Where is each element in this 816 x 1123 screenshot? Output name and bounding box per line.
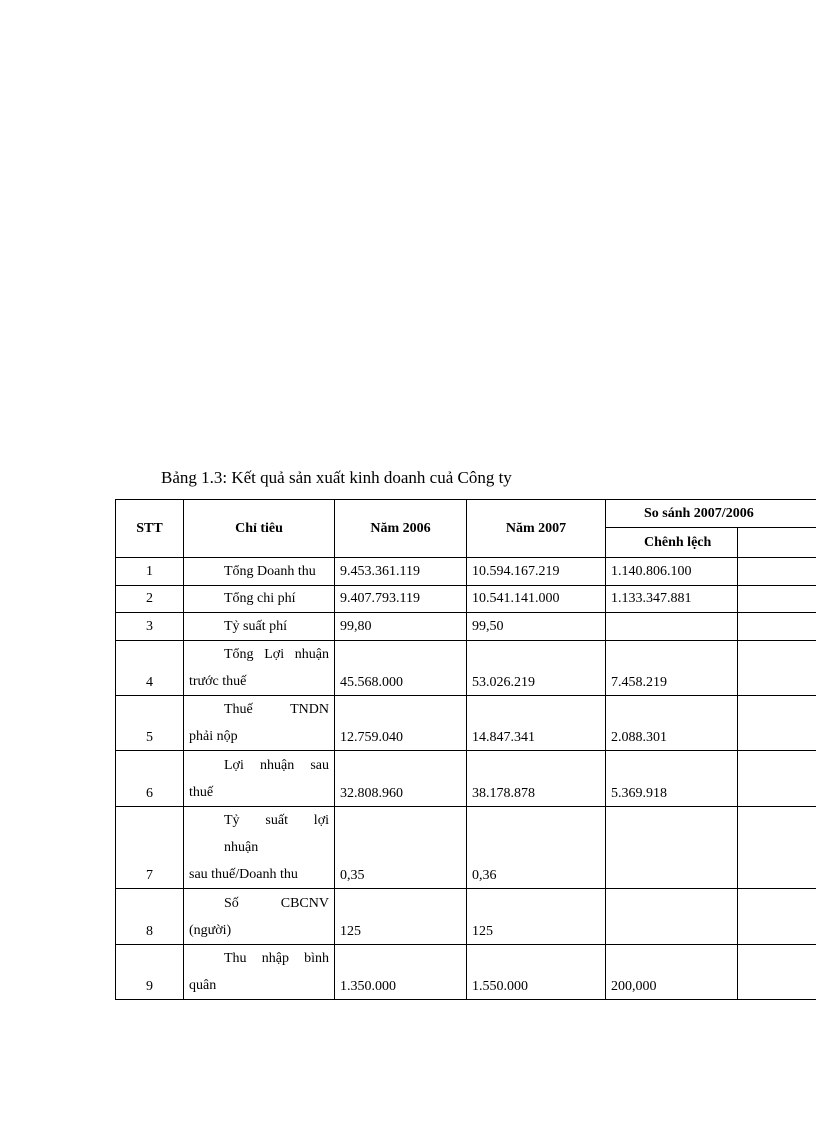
cell-ty-le <box>738 945 816 1000</box>
cell-nam-2007: 99,50 <box>467 613 606 641</box>
cell-ty-le <box>738 751 816 807</box>
cell-nam-2007: 53.026.219 <box>467 641 606 696</box>
cell-stt: 3 <box>116 613 184 641</box>
table-body <box>116 558 816 1000</box>
table-row <box>116 558 816 586</box>
cell-nam-2006: 125 <box>335 889 467 945</box>
chi-tieu-line: quân <box>189 978 217 993</box>
cell-nam-2006: 0,35 <box>335 807 467 889</box>
cell-nam-2007: 125 <box>467 889 606 945</box>
cell-nam-2006: 12.759.040 <box>335 696 467 751</box>
cell-chenh-lech: 1.140.806.100 <box>606 558 738 586</box>
chi-tieu-line: Lợi nhuận sau <box>224 757 329 773</box>
cell-chenh-lech: 2.088.301 <box>606 696 738 751</box>
chi-tieu-line: thuế <box>189 784 214 800</box>
cell-stt: 9 <box>116 945 184 1000</box>
cell-chenh-lech: 200,000 <box>606 945 738 1000</box>
cell-nam-2007: 0,36 <box>467 807 606 889</box>
table-row <box>116 889 816 945</box>
header-chenh-lech: Chênh lệch <box>606 528 738 558</box>
header-so-sanh: So sánh 2007/2006 <box>606 500 816 528</box>
cell-chenh-lech: 1.133.347.881 <box>606 586 738 613</box>
cell-nam-2007: 10.594.167.219 <box>467 558 606 586</box>
cell-nam-2007: 1.550.000 <box>467 945 606 1000</box>
cell-stt: 6 <box>116 751 184 807</box>
header-stt: STT <box>116 500 184 558</box>
cell-nam-2006: 45.568.000 <box>335 641 467 696</box>
cell-nam-2006: 9.407.793.119 <box>335 586 467 613</box>
cell-ty-le <box>738 586 816 613</box>
cell-nam-2006: 99,80 <box>335 613 467 641</box>
chi-tieu-line: Thu nhập bình <box>224 951 329 966</box>
cell-stt: 7 <box>116 807 184 889</box>
cell-ty-le <box>738 613 816 641</box>
chi-tieu-line: Thuế TNDN <box>224 702 329 717</box>
results-table-container <box>115 499 816 1001</box>
table-row <box>116 945 816 1000</box>
cell-chi-tieu <box>184 945 335 1000</box>
header-chi-tieu: Chỉ tiêu <box>184 500 335 558</box>
chi-tieu-line: Tỷ suất lợi <box>224 813 329 828</box>
chi-tieu-line: Tổng Doanh thu <box>224 563 316 579</box>
cell-stt: 5 <box>116 696 184 751</box>
cell-nam-2006: 1.350.000 <box>335 945 467 1000</box>
table-row <box>116 613 816 641</box>
chi-tieu-line: trước thuế <box>189 674 247 689</box>
cell-chi-tieu <box>184 558 335 586</box>
cell-stt: 8 <box>116 889 184 945</box>
cell-chi-tieu <box>184 641 335 696</box>
chi-tieu-line: nhuận <box>224 840 259 855</box>
table-row <box>116 586 816 613</box>
chi-tieu-line: sau thuế/Doanh thu <box>189 867 298 882</box>
cell-chi-tieu <box>184 613 335 641</box>
table-row <box>116 751 816 807</box>
cell-nam-2007: 14.847.341 <box>467 696 606 751</box>
cell-ty-le <box>738 807 816 889</box>
cell-nam-2006: 32.808.960 <box>335 751 467 807</box>
cell-chenh-lech: 7.458.219 <box>606 641 738 696</box>
cell-ty-le <box>738 558 816 586</box>
chi-tieu-line: Tỷ suất phí <box>224 618 287 634</box>
cell-chi-tieu <box>184 889 335 945</box>
cell-stt: 2 <box>116 586 184 613</box>
cell-nam-2007: 10.541.141.000 <box>467 586 606 613</box>
chi-tieu-line: Tổng Lợi nhuận <box>224 647 329 662</box>
table-row <box>116 696 816 751</box>
chi-tieu-line: Số CBCNV <box>224 895 329 911</box>
results-table <box>115 499 816 1000</box>
header-nam-2007: Năm 2007 <box>467 500 606 558</box>
chi-tieu-line: Tổng chi phí <box>224 591 296 606</box>
table-row <box>116 641 816 696</box>
header-nam-2006: Năm 2006 <box>335 500 467 558</box>
cell-ty-le <box>738 696 816 751</box>
cell-chi-tieu <box>184 696 335 751</box>
cell-chi-tieu <box>184 807 335 889</box>
chi-tieu-line: (người) <box>189 922 232 938</box>
cell-chenh-lech <box>606 807 738 889</box>
cell-ty-le <box>738 641 816 696</box>
cell-chenh-lech <box>606 889 738 945</box>
cell-chenh-lech: 5.369.918 <box>606 751 738 807</box>
cell-chi-tieu <box>184 751 335 807</box>
chi-tieu-line: phải nộp <box>189 729 238 744</box>
cell-chi-tieu <box>184 586 335 613</box>
cell-nam-2007: 38.178.878 <box>467 751 606 807</box>
cell-stt: 1 <box>116 558 184 586</box>
cell-nam-2006: 9.453.361.119 <box>335 558 467 586</box>
table-title: Bảng 1.3: Kết quả sản xuất kinh doanh cuả Công ty <box>161 468 512 487</box>
table-row <box>116 807 816 889</box>
header-ty-le <box>738 528 816 558</box>
cell-ty-le <box>738 889 816 945</box>
cell-stt: 4 <box>116 641 184 696</box>
cell-chenh-lech <box>606 613 738 641</box>
